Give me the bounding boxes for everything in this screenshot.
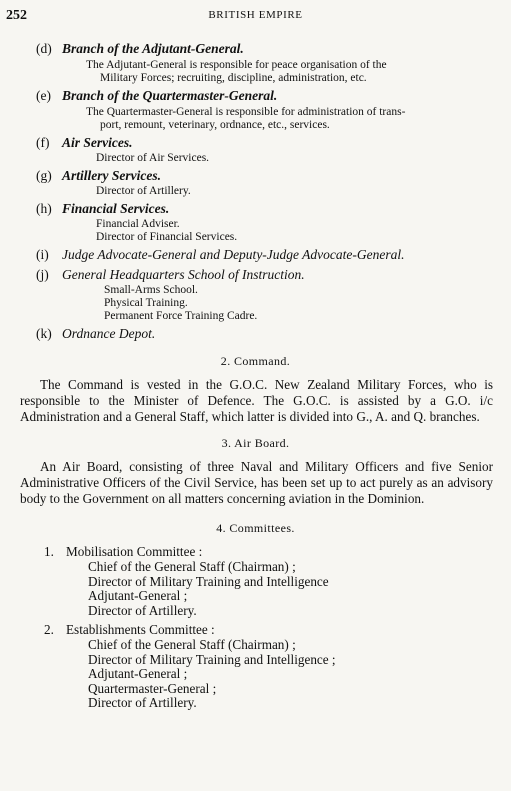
sub-item: Director of Artillery. (96, 185, 191, 197)
desc-line: port, remount, veterinary, ordnance, etc., services. (100, 119, 330, 131)
item-label: (i) (36, 247, 49, 262)
member: Adjutant-General ; (88, 588, 188, 603)
list-item (0, 246, 511, 264)
item-heading (0, 246, 511, 264)
sub-item: Director of Financial Services. (96, 231, 238, 243)
running-head: BRITISH EMPIRE (208, 9, 303, 21)
item-title: Branch of the Adjutant-General. (62, 41, 244, 56)
member: Director of Military Training and Intelligence ; (88, 651, 336, 667)
committee (0, 622, 511, 711)
list-item (0, 40, 511, 85)
item-description (86, 106, 493, 132)
command-paragraph: The Command is vested in the G.O.C. New Zealand Military Forces, who is responsible to the Minister of Defence. The G.O.C. is assisted by a G.O. i/c Administration and a General Staff, which latter is divided into G., A. and Q. branches. (20, 377, 493, 424)
item-heading (0, 266, 511, 284)
member: Director of Artillery. (88, 602, 197, 618)
desc-line: The Adjutant-General is responsible for peace organisation of the (86, 59, 387, 71)
committee-name: Establishments Committee : (66, 622, 215, 637)
item-title: Branch of the Quartermaster-General. (62, 88, 278, 103)
list-item (0, 167, 511, 198)
item-label: (h) (36, 201, 52, 216)
content (0, 40, 511, 715)
section-heading-command: 2. Command. (220, 354, 291, 368)
item-label: (d) (36, 41, 52, 56)
desc-line: Military Forces; recruiting, discipline, administration, etc. (100, 72, 367, 84)
sub-item: Physical Training. (104, 297, 188, 309)
item-heading (0, 325, 511, 343)
member: Director of Artillery. (88, 695, 197, 710)
list-item (0, 134, 511, 165)
list-item (0, 87, 511, 132)
member: Chief of the General Staff (Chairman) ; (88, 637, 296, 652)
item-title: General Headquarters School of Instruction. (62, 267, 305, 282)
item-label: (k) (36, 326, 52, 341)
member: Chief of the General Staff (Chairman) ; (88, 559, 296, 574)
air-board-paragraph: An Air Board, consisting of three Naval and Military Officers and five Senior Administrative Officers of the Civil Service, has been set up to act purely as an advisory body to the Government on all matters concerning aviation in the Dominion. (20, 459, 493, 506)
item-label: (g) (36, 168, 52, 183)
list-item (0, 325, 511, 343)
committee-number: 2. (44, 622, 54, 637)
committee (0, 544, 511, 618)
item-label: (j) (36, 267, 49, 282)
desc-line: The Quartermaster-General is responsible for administration of trans- (86, 106, 406, 118)
item-title: Artillery Services. (62, 168, 161, 183)
page-number: 252 (6, 8, 27, 23)
member: Adjutant-General ; (88, 666, 188, 681)
committee-members (88, 638, 511, 711)
committee-name: Mobilisation Committee : (66, 544, 203, 559)
item-label: (f) (36, 135, 50, 150)
committee-title (44, 544, 511, 560)
item-title: Judge Advocate-General and Deputy-Judge Advocate-General. (62, 247, 405, 262)
list-item (0, 200, 511, 244)
item-title: Ordnance Depot. (62, 326, 156, 341)
item-heading (0, 87, 511, 105)
item-heading (0, 200, 511, 218)
member: Director of Military Training and Intelligence (88, 573, 329, 589)
list-item (0, 266, 511, 323)
sub-item: Director of Air Services. (96, 152, 210, 164)
section-heading-committees: 4. Committees. (216, 521, 295, 535)
sub-item: Financial Adviser. (96, 218, 180, 230)
item-title: Air Services. (62, 135, 133, 150)
sub-item: Permanent Force Training Cadre. (104, 310, 258, 322)
committee-number: 1. (44, 544, 54, 559)
section-heading-air-board: 3. Air Board. (221, 436, 290, 450)
item-label: (e) (36, 88, 51, 103)
item-description (86, 59, 493, 85)
item-heading (0, 134, 511, 152)
item-heading (0, 40, 511, 58)
item-heading (0, 167, 511, 185)
committee-members (88, 560, 511, 618)
sub-item: Small-Arms School. (104, 284, 198, 296)
member: Quartermaster-General ; (88, 680, 217, 696)
item-title: Financial Services. (62, 201, 170, 216)
committee-title (44, 622, 511, 638)
